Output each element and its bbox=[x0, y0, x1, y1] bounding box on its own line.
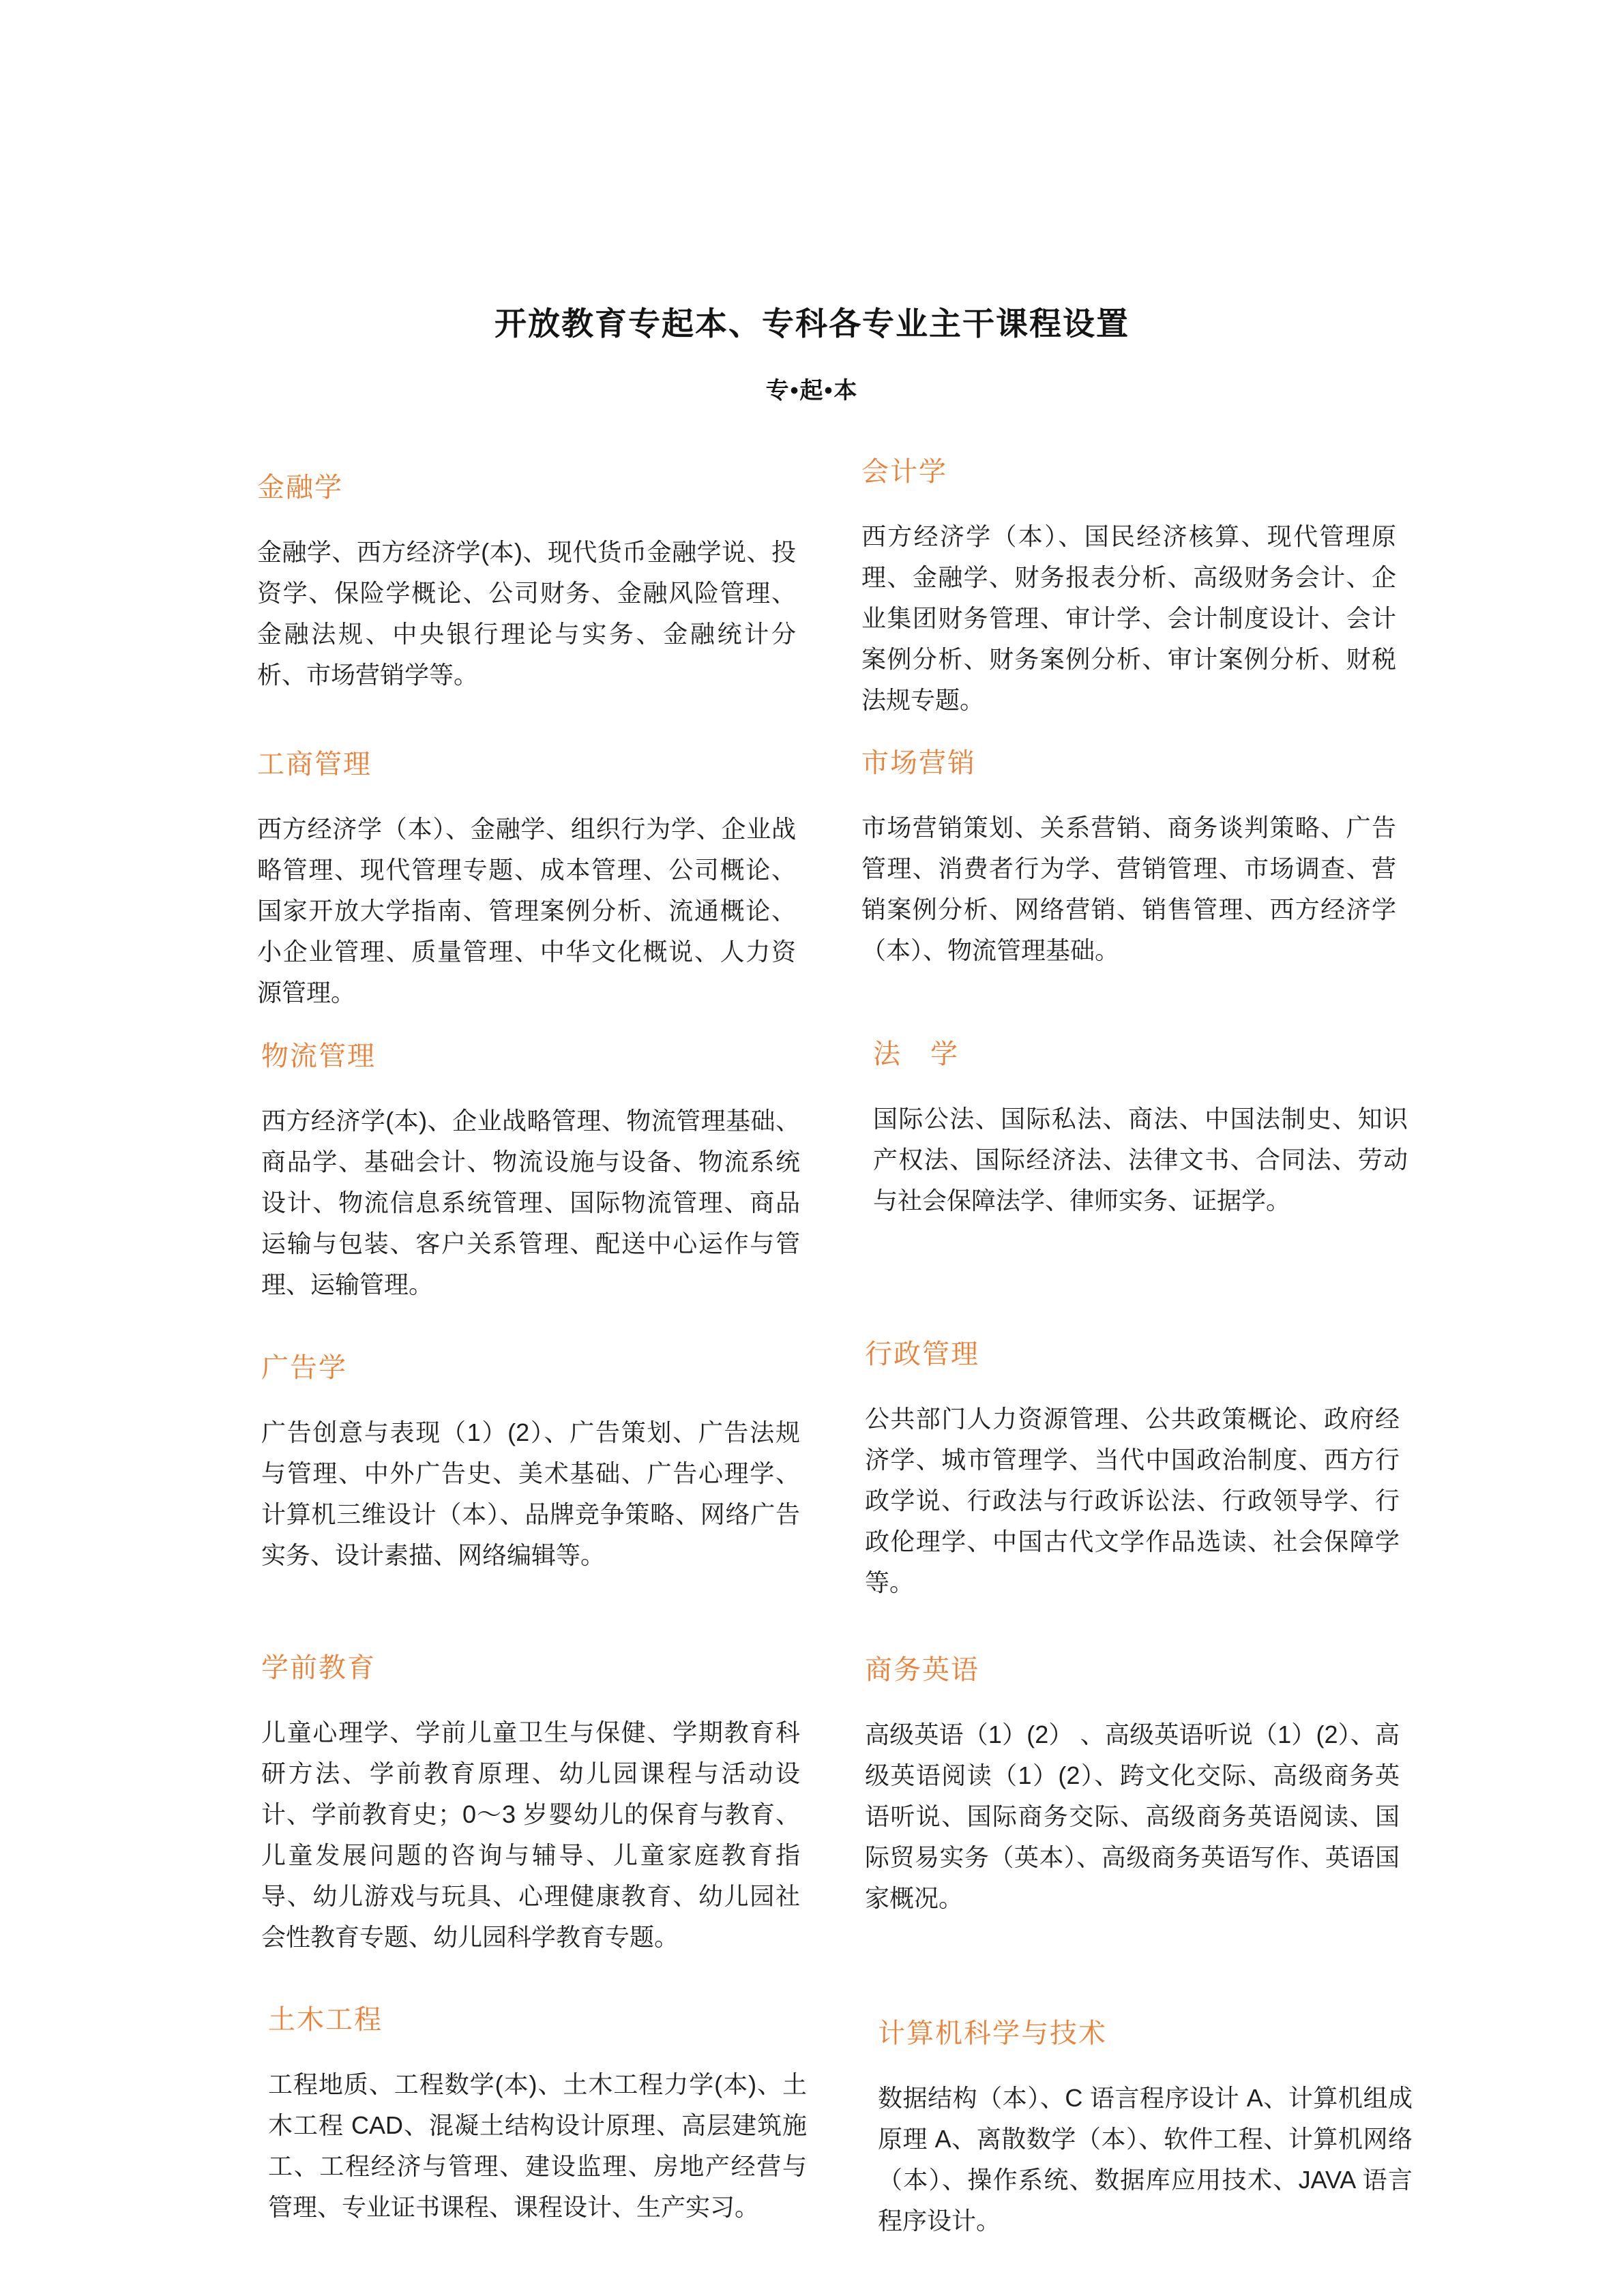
page-subtitle: 专•起•本 bbox=[765, 378, 859, 404]
major-heading: 工商管理 bbox=[257, 749, 372, 779]
course-list: 西方经济学(本)、企业战略管理、物流管理基础、商品学、基础会计、物流设施与设备、物流系统设计、物流信息系统管理、国际物流管理、商品运输与包装、客户关系管理、配送中心运作与管理、运输管理。 bbox=[261, 1107, 800, 1298]
major-heading: 行政管理 bbox=[865, 1339, 979, 1369]
section-advertising bbox=[261, 1354, 800, 1576]
course-list: 数据结构（本）、C 语言程序设计 A、计算机组成原理 A、离散数学（本）、软件工程、计算机网络（本）、操作系统、数据库应用技术、JAVA 语言程序设计。 bbox=[878, 2084, 1413, 2235]
section-business-admin bbox=[257, 750, 796, 1013]
major-heading: 商务英语 bbox=[865, 1655, 979, 1685]
major-heading: 广告学 bbox=[261, 1353, 347, 1383]
major-heading: 学前教育 bbox=[261, 1653, 376, 1683]
major-heading: 计算机科学与技术 bbox=[878, 2018, 1107, 2048]
major-heading: 市场营销 bbox=[861, 748, 976, 778]
section-logistics bbox=[261, 1042, 800, 1305]
course-list: 西方经济学（本）、国民经济核算、现代管理原理、金融学、财务报表分析、高级财务会计、企业集团财务管理、审计学、会计制度设计、会计案例分析、财务案例分析、审计案例分析、财税法规专题。 bbox=[861, 522, 1396, 714]
course-list: 高级英语（1）(2） 、高级英语听说（1）(2）、高级英语阅读（1）(2）、跨文化交际、高级商务英语听说、国际商务交际、高级商务英语阅读、国际贸易实务（英本）、高级商务英语写作、英语国家概况。 bbox=[865, 1720, 1400, 1912]
course-list: 金融学、西方经济学(本)、现代货币金融学说、投资学、保险学概论、公司财务、金融风险管理、金融法规、中央银行理论与实务、金融统计分析、市场营销学等。 bbox=[257, 538, 796, 689]
major-heading: 法 学 bbox=[873, 1039, 959, 1069]
course-list: 国际公法、国际私法、商法、中国法制史、知识产权法、国际经济法、法律文书、合同法、劳动与社会保障法学、律师实务、证据学。 bbox=[873, 1105, 1408, 1214]
section-computer-science bbox=[878, 2019, 1413, 2241]
section-civil-engineering bbox=[268, 2006, 807, 2228]
course-list: 公共部门人力资源管理、公共政策概论、政府经济学、城市管理学、当代中国政治制度、西方行政学说、行政法与行政诉讼法、行政领导学、行政伦理学、中国古代文学作品选读、社会保障学等。 bbox=[865, 1405, 1400, 1596]
major-heading: 会计学 bbox=[861, 457, 947, 487]
section-finance bbox=[257, 473, 796, 696]
section-accounting bbox=[861, 458, 1396, 721]
major-heading: 金融学 bbox=[257, 473, 343, 503]
course-list: 儿童心理学、学前儿童卫生与保健、学期教育科研方法、学前教育原理、幼儿园课程与活动设计、学前教育史；0～3 岁婴幼儿的保育与教育、儿童发展问题的咨询与辅导、儿童家庭教育指导、幼儿游戏与玩具、心理健康教育、幼儿园社会性教育专题、幼儿园科学教育专题。 bbox=[261, 1718, 800, 1951]
course-list: 工程地质、工程数学(本)、土木工程力学(本)、土木工程 CAD、混凝土结构设计原理、高层建筑施工、工程经济与管理、建设监理、房地产经营与管理、专业证书课程、课程设计、生产实习。 bbox=[268, 2070, 807, 2221]
course-list: 市场营销策划、关系营销、商务谈判策略、广告管理、消费者行为学、营销管理、市场调查、营销案例分析、网络营销、销售管理、西方经济学（本）、物流管理基础。 bbox=[861, 814, 1396, 964]
major-heading: 物流管理 bbox=[261, 1041, 376, 1071]
section-public-admin bbox=[865, 1340, 1400, 1603]
section-law bbox=[873, 1040, 1408, 1221]
page-title: 开放教育专起本、专科各专业主干课程设置 bbox=[494, 305, 1130, 342]
course-list: 广告创意与表现（1）(2）、广告策划、广告法规与管理、中外广告史、美术基础、广告心理学、计算机三维设计（本）、品牌竞争策略、网络广告实务、设计素描、网络编辑等。 bbox=[261, 1418, 800, 1569]
section-preschool-education bbox=[261, 1654, 800, 1958]
major-heading: 土木工程 bbox=[268, 2005, 383, 2035]
course-list: 西方经济学（本）、金融学、组织行为学、企业战略管理、现代管理专题、成本管理、公司概论、国家开放大学指南、管理案例分析、流通概论、小企业管理、质量管理、中华文化概说、人力资源管理。 bbox=[257, 815, 796, 1007]
section-business-english bbox=[865, 1656, 1400, 1919]
section-marketing bbox=[861, 749, 1396, 971]
